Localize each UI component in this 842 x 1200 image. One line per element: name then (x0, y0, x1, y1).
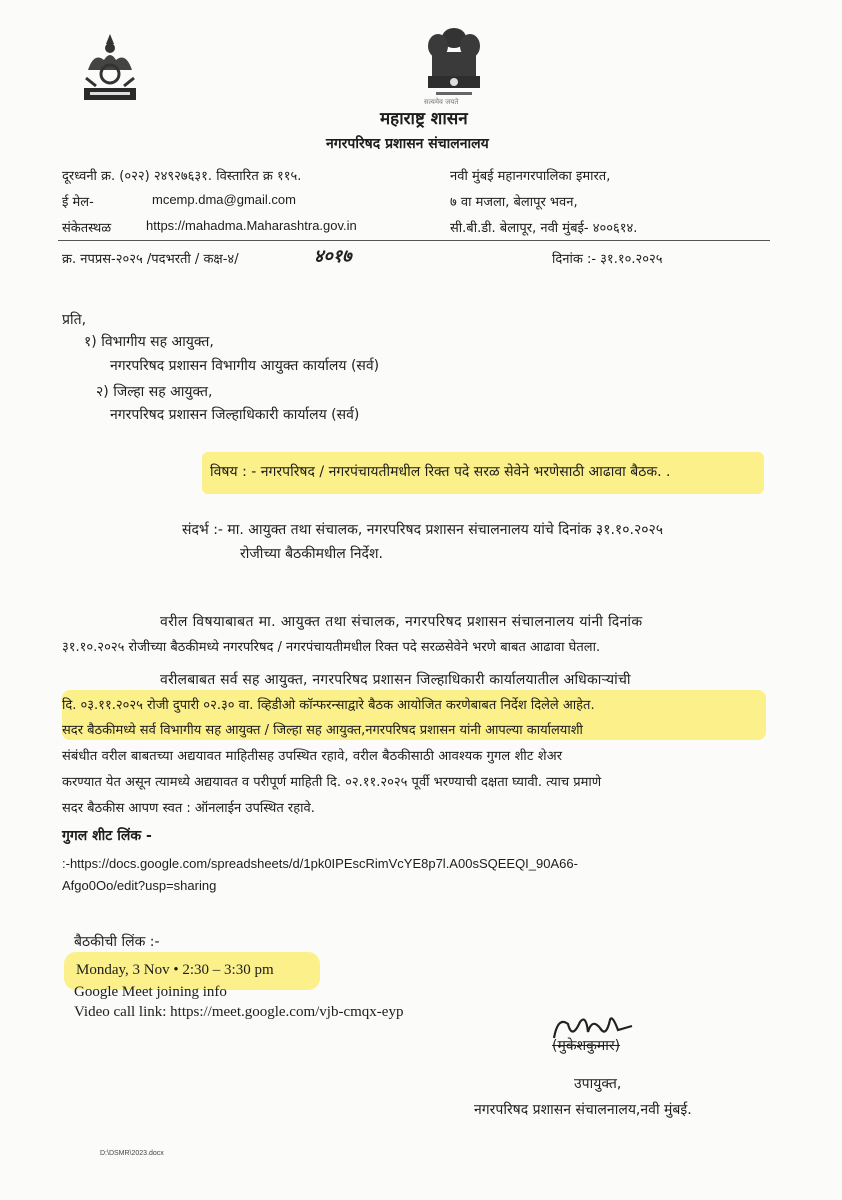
body-line-8: सदर बैठकीस आपण स्वत : ऑनलाईन उपस्थित रहावे. (62, 801, 315, 816)
sandarbh-line-2: रोजीच्या बैठकीमधील निर्देश. (240, 546, 383, 562)
email-value: mcemp.dma@gmail.com (152, 192, 296, 207)
emblem-caption: सत्यमेव जयते (424, 98, 459, 106)
website-label: संकेतस्थळ (62, 221, 112, 236)
address-line-3: सी.बी.डी. बेलापूर, नवी मुंबई- ४००६१४. (450, 221, 638, 236)
prati-label: प्रति, (62, 312, 87, 328)
header-divider (58, 240, 770, 241)
address-line-2: ७ वा मजला, बेलापूर भवन, (450, 195, 578, 210)
officer-name: (मुकेशकुमार) (552, 1038, 621, 1054)
recipient-1-office: नगरपरिषद प्रशासन विभागीय आयुक्त कार्यालय (सर्व) (110, 358, 380, 374)
phone-line: दूरध्वनी क्र. (०२२) २४९२७६३१. विस्तारित क्र ११५. (62, 169, 302, 184)
maharashtra-logo-icon (80, 30, 140, 102)
reference-number: क्र. नपप्रस-२०२५ /पदभरती / कक्ष-४/ (62, 252, 239, 267)
recipient-2-title: २) जिल्हा सह आयुक्त, (96, 384, 213, 400)
sheet-link-line-2[interactable]: Afgo0Oo/edit?usp=sharing (62, 878, 217, 893)
sheet-link-label: गुगल शीट लिंक - (62, 828, 152, 844)
officer-office: नगरपरिषद प्रशासन संचालनालय,नवी मुंबई. (474, 1102, 692, 1118)
body-line-1: वरील विषयाबाबत मा. आयुक्त तथा संचालक, नगरपरिषद प्रशासन संचालनालय यांनी दिनांक (160, 614, 643, 630)
sandarbh-line-1: संदर्भ :- मा. आयुक्त तथा संचालक, नगरपरिषद प्रशासन संचालनालय यांचे दिनांक ३१.१०.२०२५ (182, 522, 664, 538)
recipient-1-title: १) विभागीय सह आयुक्त, (84, 334, 214, 350)
national-emblem-icon (416, 22, 492, 102)
website-value: https://mahadma.Maharashtra.gov.in (146, 218, 357, 233)
meeting-link-label: बैठकीची लिंक :- (74, 934, 160, 950)
sheet-link-line-1[interactable]: :-https://docs.google.com/spreadsheets/d/1pk0IPEscRimVcYE8p7l.A00sSQEEQI_90A66- (62, 856, 578, 871)
video-call-link[interactable]: Video call link: https://meet.google.com/vjb-cmqx-eyp (74, 1004, 404, 1020)
directorate-title: नगरपरिषद प्रशासन संचालनालय (326, 136, 489, 152)
recipient-2-office: नगरपरिषद प्रशासन जिल्हाधिकारी कार्यालय (सर्व) (110, 407, 360, 423)
letter-date: दिनांक :- ३१.१०.२०२५ (552, 252, 663, 267)
meeting-time: Monday, 3 Nov • 2:30 – 3:30 pm (76, 962, 274, 978)
body-line-2: ३१.१०.२०२५ रोजीच्या बैठकीमध्ये नगरपरिषद / नगरपंचायतीमधील रिक्त पदे सरळसेवेने भरणे बाबत आढावा घेतला. (62, 640, 601, 655)
officer-designation: उपायुक्त, (574, 1076, 622, 1092)
meet-joining-info: Google Meet joining info (74, 984, 227, 1000)
subject-line: विषय : - नगरपरिषद / नगरपंचायतीमधील रिक्त पदे सरळ सेवेने भरणेसाठी आढावा बैठक. . (210, 464, 671, 480)
address-line-1: नवी मुंबई महानगरपालिका इमारत, (450, 169, 611, 184)
footer-file-code: D:\DSMR\2023.docx (100, 1150, 164, 1157)
body-line-6: संबंधीत वरील बाबतच्या अद्ययावत माहितीसह उपस्थित रहावे, वरील बैठकीसाठी आवश्यक गुगल शीट शेअर (62, 749, 563, 764)
body-line-3: वरीलबाबत सर्व सह आयुक्त, नगरपरिषद प्रशासन जिल्हाधिकारी कार्यालयातील अधिकाऱ्यांची (160, 672, 631, 688)
body-line-4: दि. ०३.११.२०२५ रोजी दुपारी ०२.३० वा. व्हिडीओ कॉन्फरन्साद्वारे बैठक आयोजित करणेबाबत निर्देश दिलेले आहेत. (62, 698, 595, 713)
body-line-5: सदर बैठकीमध्ये सर्व विभागीय सह आयुक्त / जिल्हा सह आयुक्त,नगरपरिषद प्रशासन यांनी आपल्या कार्यालयाशी (62, 723, 583, 738)
email-label: ई मेल- (62, 195, 94, 210)
handwritten-number: ४०१७ (314, 246, 352, 267)
body-line-7: करण्यात येत असून त्यामध्ये अद्ययावत व परीपूर्ण माहिती दि. ०२.११.२०२५ पूर्वी भरण्याची दक्षता घ्यावी. त्याच प्रमाणे (62, 775, 602, 790)
government-title: महाराष्ट्र शासन (380, 109, 468, 129)
